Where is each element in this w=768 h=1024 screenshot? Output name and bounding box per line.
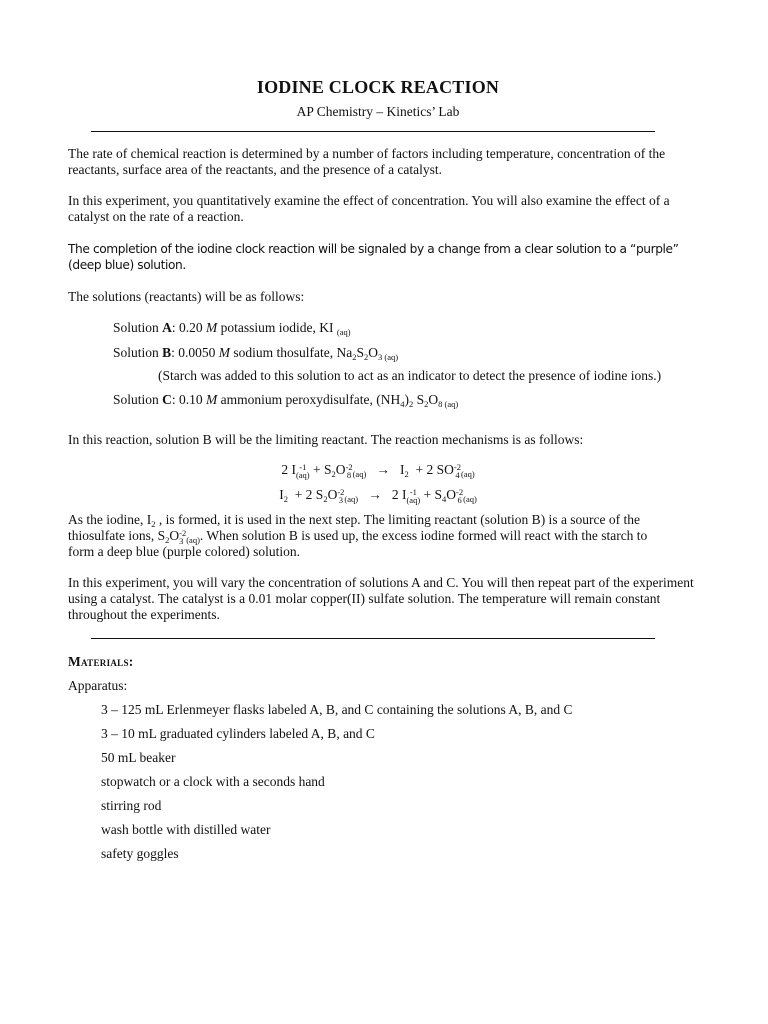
solution-b-letter: B xyxy=(162,345,172,360)
intro-paragraph-3: The completion of the iodine clock reaction will be signaled by a change from a clear solution to a “purple” (deep blue) solution. xyxy=(68,242,679,272)
apparatus-label: Apparatus: xyxy=(68,678,128,693)
explain-line-1: As the iodine, $I_2$ , is formed, it is used in the next step. The limiting reactant (solution B) is a source of the xyxy=(68,512,641,529)
vary-paragraph: In this experiment, you will vary the concentration of solutions A and C. You will then repeat part of the experiment using a catalyst. The catalyst is a 0.01 molar copper(II) sulfate solution. The temperature will remain constant throughout the experiments. xyxy=(68,575,694,622)
materials-divider xyxy=(91,638,655,639)
list-item: stirring rod xyxy=(101,798,162,813)
intro-paragraph-1: The rate of chemical reaction is determined by a number of factors including temperature, concentration of the reactants, surface area of the reactants, and the presence of a catalyst. xyxy=(68,146,666,177)
reaction-arrow-icon: → xyxy=(376,462,390,477)
solution-a-line: Solution A: 0.20 M potassium iodide, KI $_{(aq)}$ xyxy=(113,320,351,337)
intro-paragraph-2: In this experiment, you quantitatively examine the effect of concentration. You will also examine the effect of a catalyst on the rate of a reaction. xyxy=(68,193,670,224)
solution-b-line: Solution B: 0.0050 M sodium thosulfate, $Na_2S_2O_3$ $_{(aq)}$ xyxy=(113,345,399,362)
mechanism-intro: In this reaction, solution B will be the limiting reactant. The reaction mechanisms is as follows: xyxy=(68,432,584,447)
solution-b-note: (Starch was added to this solution to act as an indicator to detect the presence of iodine ions.) xyxy=(158,368,662,383)
solution-c-letter: C xyxy=(162,392,172,407)
explain-line-3: form a deep blue (purple colored) solution. xyxy=(68,544,301,559)
list-item: safety goggles xyxy=(101,846,179,861)
solution-c-line: Solution C: 0.10 M ammonium peroxydisulfate, $(NH_4)_2$ $S_2O_{8 (aq)}$ xyxy=(113,392,459,409)
list-item: 3 – 10 mL graduated cylinders labeled A, B, and C xyxy=(101,726,375,741)
page-subtitle: AP Chemistry – Kinetics’ Lab xyxy=(296,104,460,119)
list-item: 3 – 125 mL Erlenmeyer flasks labeled A, B, and C containing the solutions A, B, and C xyxy=(101,702,573,717)
solution-a-letter: A xyxy=(162,320,172,335)
reaction-arrow-icon: → xyxy=(368,487,382,502)
page-title: IODINE CLOCK REACTION xyxy=(256,77,500,97)
equation-2: $I_2 + 2$ $S_2O$ -2 3 $_{(aq)}$ → 2 I -1 (aq) + $S_4O$ -2 6 $_{(aq)}$ xyxy=(279,487,477,505)
equation-1: 2 I -1 (aq) + $S_2O$ -2 8 $_{(aq)}$ → $I_2 + 2$ SO -2 4 $_{(aq)}$ xyxy=(281,462,475,480)
materials-heading: Materials: xyxy=(68,654,134,669)
list-item: wash bottle with distilled water xyxy=(101,822,271,837)
intro-paragraph-4: The solutions (reactants) will be as follows: xyxy=(68,289,305,304)
top-divider xyxy=(91,131,655,132)
explain-line-2: thiosulfate ions, $S_2O$ -2 3 $_{(aq)}$. When solution B is used up, the excess iodine formed will react with the starch to xyxy=(68,528,648,546)
list-item: stopwatch or a clock with a seconds hand xyxy=(101,774,325,789)
list-item: 50 mL beaker xyxy=(101,750,176,765)
